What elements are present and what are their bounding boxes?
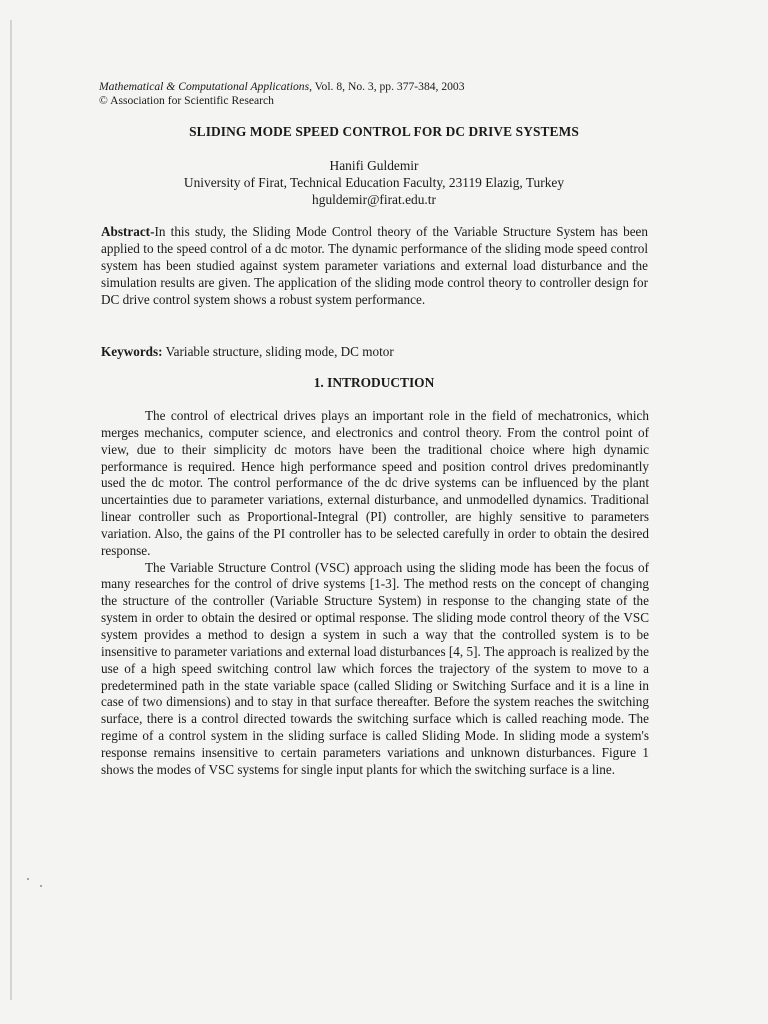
paragraph: The Variable Structure Control (VSC) approach using the sliding mode has been the focus of many researches for the control of drive systems [1-3]. The method rests on the concept of changing the structure of the controller (Variable Structure System) in response to the changing state of the system in order to obtain the desired or optimal response. The sliding mode control theory of the VSC system provides a method to design a system in such a way that the controlled system is to be insensitive to parameter variations and external load disturbances [4, 5]. The approach is realized by the use of a high speed switching control law which forces the trajectory of the system to move to a predetermined path in the state variable space (called Sliding or Switching Surface and it is a line in case of two dimensions) and to stay in that surface thereafter. Before the system reaches the switching surface, there is a control directed towards the switching surface which is called reaching mode. The regime of a control system in the sliding surface is called Sliding Mode. In sliding mode a system's response remains insensitive to certain parameters variations and unknown disturbances. Figure 1 shows the modes of VSC systems for single input plants for which the switching surface is a line. bbox=[101, 559, 649, 777]
keywords-label: Keywords: bbox=[101, 344, 163, 359]
author-email: hguldemir@firat.edu.tr bbox=[312, 192, 436, 207]
author-name: Hanifi Guldemir bbox=[329, 158, 419, 173]
journal-header bbox=[99, 80, 659, 108]
citation-details: , Vol. 8, No. 3, pp. 377-384, 2003 bbox=[309, 80, 465, 93]
abstract-label: Abstract- bbox=[101, 224, 155, 239]
section-body bbox=[101, 408, 649, 779]
copyright-line: © Association for Scientific Research bbox=[99, 94, 274, 107]
journal-name: Mathematical & Computational Applications bbox=[99, 80, 310, 93]
author-affiliation: University of Firat, Technical Education Faculty, 23119 Elazig, Turkey bbox=[183, 175, 565, 190]
scan-speck bbox=[27, 878, 29, 880]
keywords bbox=[101, 344, 648, 360]
citation-line bbox=[99, 80, 659, 94]
abstract-text: In this study, the Sliding Mode Control theory of the Variable Structure System has been applied to the speed control of a dc motor. The dynamic performance of the sliding mode speed control system has been studied against system parameter variations and external load disturbance and the simulation results are given. The application of the sliding mode control theory to controller design for DC drive control system shows a robust system performance. bbox=[101, 224, 648, 307]
paragraph: The control of electrical drives plays an important role in the field of mechatronics, which merges mechanics, computer science, and electronics and control theory. From the control point of view, due to their simplicity dc motors have been the traditional choice where high dynamic performance is required. Hence high performance speed and position control drives predominantly used the dc motor. The control performance of the dc drive systems can be influenced by the plant uncertainties due to parameter variations, external disturbance, and unmodelled dynamics. Traditional linear controller such as Proportional-Integral (PI) controller, are highly sensitive to parameters variation. Also, the gains of the PI controller has to be selected carefully in order to obtain the desired response. bbox=[101, 408, 649, 558]
paper-title: SLIDING MODE SPEED CONTROL FOR DC DRIVE SYSTEMS bbox=[189, 124, 579, 139]
keywords-text: Variable structure, sliding mode, DC motor bbox=[162, 344, 394, 359]
scan-speck bbox=[40, 885, 42, 887]
section-heading: 1. INTRODUCTION bbox=[313, 375, 435, 390]
author-block bbox=[0, 157, 748, 208]
abstract bbox=[101, 224, 648, 309]
